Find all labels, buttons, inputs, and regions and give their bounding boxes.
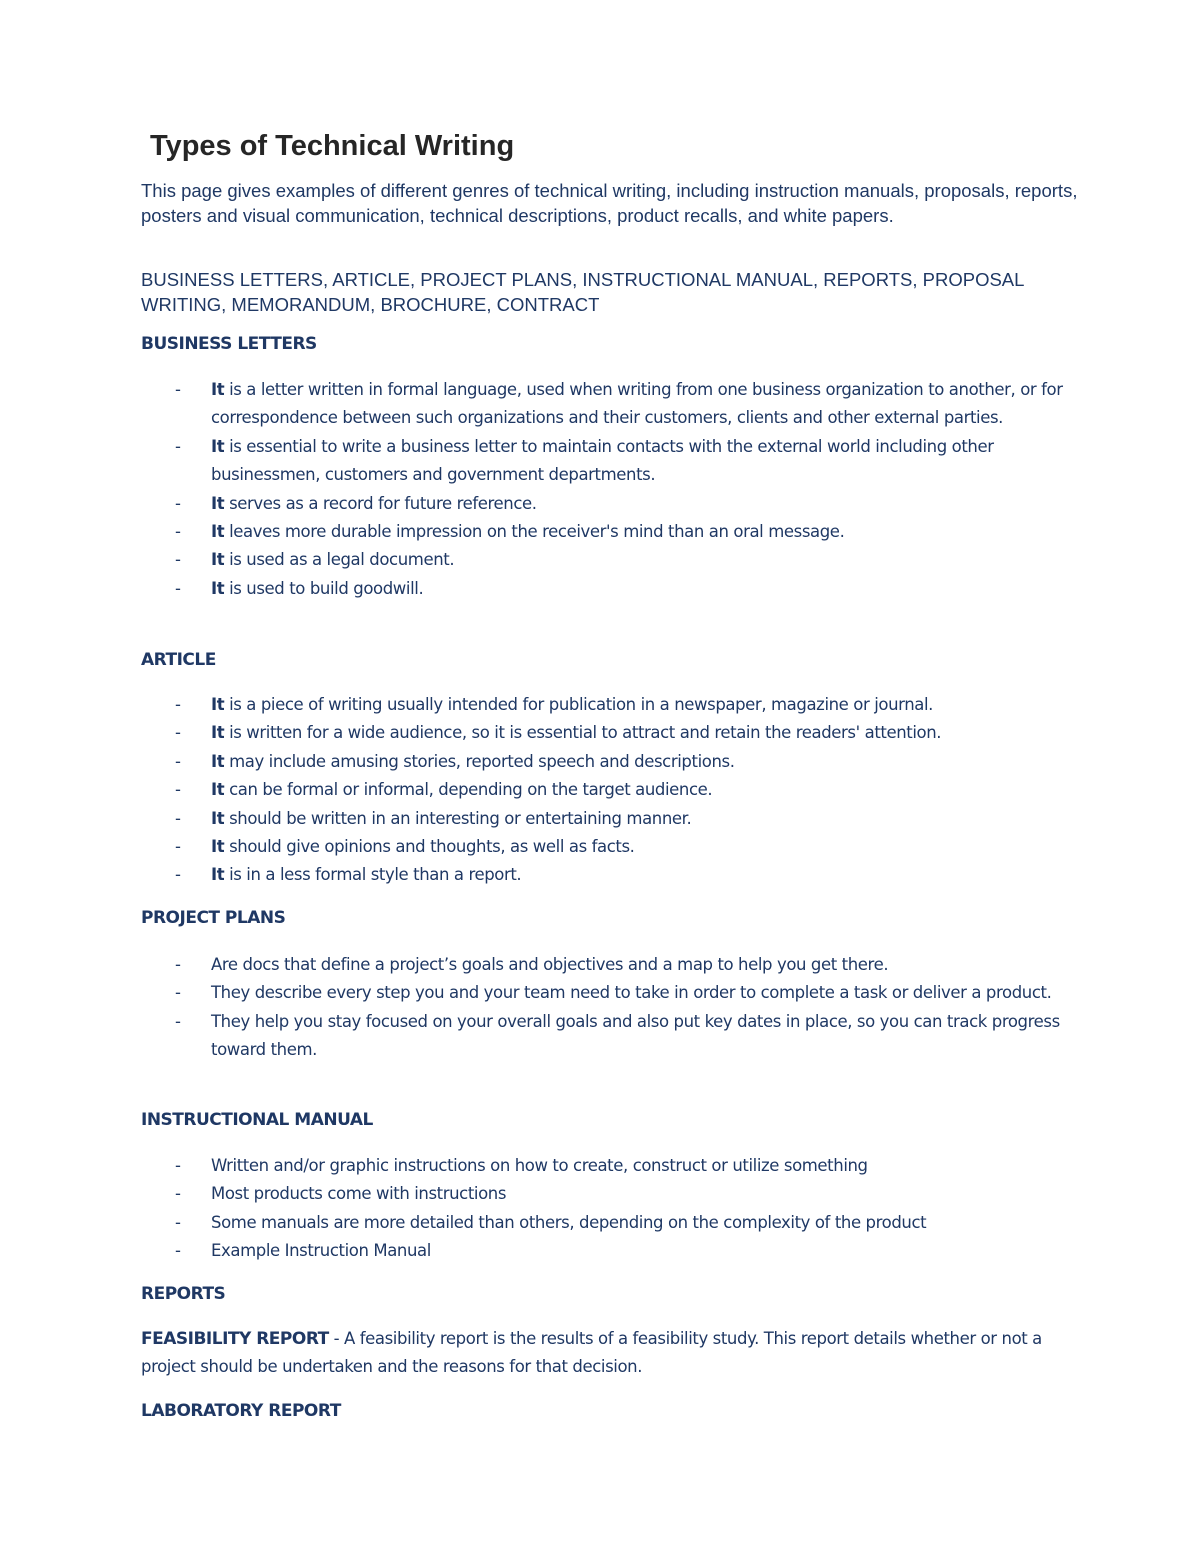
list-item: - They describe every step you and your team need to take in order to complete a task or deliver a product.	[141, 979, 1071, 1007]
list-item: - Most products come with instructions	[141, 1180, 1071, 1208]
list-item: - It is in a less formal style than a report.	[141, 861, 1071, 889]
dash-bullet: -	[175, 1241, 181, 1261]
dash-bullet: -	[175, 955, 181, 974]
heading-article: ARTICLE	[141, 650, 216, 670]
dash-bullet: -	[175, 1156, 181, 1175]
list-item: - Some manuals are more detailed than others, depending on the complexity of the product	[141, 1209, 1071, 1237]
intro-paragraph: This page gives examples of different genres of technical writing, including instruction manuals, proposals, reports, posters and visual communication, technical descriptions, product recalls, and white papers.	[141, 180, 1078, 226]
feasibility-report-paragraph: FEASIBILITY REPORT - A feasibility report is the results of a feasibility study. This report details whether or not a project should be undertaken and the reasons for that decision.	[141, 1329, 1042, 1377]
instructional-manual-list	[141, 1152, 1071, 1266]
business-letters-list	[141, 376, 1071, 603]
list-item: - It serves as a record for future reference.	[141, 490, 1071, 518]
dash-bullet: -	[175, 493, 181, 513]
dash-bullet: -	[175, 1212, 181, 1232]
dash-bullet: -	[175, 578, 181, 598]
heading-business-letters: BUSINESS LETTERS	[141, 334, 317, 354]
dash-bullet: -	[175, 808, 181, 828]
page-title: Types of Technical Writing	[150, 130, 515, 162]
list-item: - It is used as a legal document.	[141, 546, 1071, 574]
heading-laboratory-report: LABORATORY REPORT	[141, 1401, 341, 1421]
dash-bullet: -	[175, 983, 181, 1003]
list-item: - It can be formal or informal, depending on the target audience.	[141, 776, 1071, 804]
list-item: - Are docs that define a project’s goals and objectives and a map to help you get there.	[141, 951, 1071, 979]
list-item: - It may include amusing stories, reported speech and descriptions.	[141, 748, 1071, 776]
list-item: - It is essential to write a business letter to maintain contacts with the external world including other businessmen, customers and government departments.	[141, 433, 1071, 490]
dash-bullet: -	[175, 436, 181, 456]
dash-bullet: -	[175, 1011, 181, 1031]
dash-bullet: -	[175, 751, 181, 771]
genres-list: BUSINESS LETTERS, ARTICLE, PROJECT PLANS, INSTRUCTIONAL MANUAL, REPORTS, PROPOSAL WRITING, MEMORANDUM, BROCHURE, CONTRACT	[141, 269, 1024, 315]
dash-bullet: -	[175, 522, 181, 542]
heading-project-plans: PROJECT PLANS	[141, 908, 286, 928]
dash-bullet: -	[175, 1184, 181, 1204]
list-item: - It is written for a wide audience, so it is essential to attract and retain the readers' attention.	[141, 719, 1071, 747]
article-list	[141, 691, 1071, 890]
list-item: - It should be written in an interesting or entertaining manner.	[141, 805, 1071, 833]
list-item: - It leaves more durable impression on the receiver's mind than an oral message.	[141, 518, 1071, 546]
dash-bullet: -	[175, 837, 181, 857]
list-item: - It is used to build goodwill.	[141, 575, 1071, 603]
dash-bullet: -	[175, 380, 181, 399]
dash-bullet: -	[175, 865, 181, 885]
dash-bullet: -	[175, 780, 181, 800]
list-item: - It is a letter written in formal language, used when writing from one business organization to another, or for correspondence between such organizations and their customers, clients and other external parties.	[141, 376, 1071, 433]
dash-bullet: -	[175, 723, 181, 743]
dash-bullet: -	[175, 550, 181, 570]
list-item: - Example Instruction Manual	[141, 1237, 1071, 1265]
list-item: - They help you stay focused on your overall goals and also put key dates in place, so you can track progress toward them.	[141, 1008, 1071, 1065]
list-item: - It should give opinions and thoughts, as well as facts.	[141, 833, 1071, 861]
heading-reports: REPORTS	[141, 1284, 226, 1304]
list-item: - It is a piece of writing usually intended for publication in a newspaper, magazine or journal.	[141, 691, 1071, 719]
project-plans-list	[141, 951, 1071, 1065]
heading-instructional-manual: INSTRUCTIONAL MANUAL	[141, 1110, 373, 1130]
dash-bullet: -	[175, 695, 181, 714]
list-item: - Written and/or graphic instructions on how to create, construct or utilize something	[141, 1152, 1071, 1180]
feasibility-report-label: FEASIBILITY REPORT	[141, 1329, 329, 1349]
